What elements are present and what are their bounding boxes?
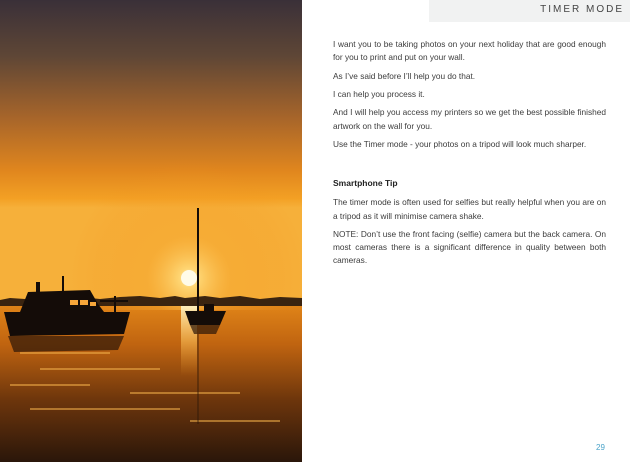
sailboat-reflection	[190, 325, 220, 334]
body-paragraph-2: As I’ve said before I’ll help you do that.	[333, 70, 476, 81]
tip-paragraph-2: NOTE: Don’t use the front facing (selfie) camera but the back camera. On most cameras there is a significant difference in quality between both cameras.	[333, 228, 606, 266]
motorboat-reflection	[8, 336, 124, 352]
body-paragraph-4: And I will help you access my printers so we get the best possible finished artwork on the wall for you.	[333, 107, 606, 131]
body-paragraph-5: Use the Timer mode - your photos on a tripod will look much sharper.	[333, 138, 587, 149]
header-band	[429, 0, 630, 22]
section-title: TIMER MODE	[540, 4, 624, 15]
page-number: 29	[596, 443, 605, 452]
mast-reflection	[197, 334, 199, 424]
tip-heading: Smartphone Tip	[333, 178, 398, 189]
sunset-illustration	[0, 0, 302, 462]
sun-glow	[0, 150, 302, 310]
body-paragraph-3: I can help you process it.	[333, 88, 425, 99]
body-text	[333, 38, 606, 273]
sunset-boats-photo	[0, 0, 302, 462]
body-paragraph-1: I want you to be taking photos on your next holiday that are good enough for you to print and put on your wall.	[333, 39, 606, 63]
tip-paragraph-1: The timer mode is often used for selfies but really helpful when you are on a tripod as it will minimise camera shake.	[333, 197, 606, 221]
sun	[181, 270, 197, 286]
